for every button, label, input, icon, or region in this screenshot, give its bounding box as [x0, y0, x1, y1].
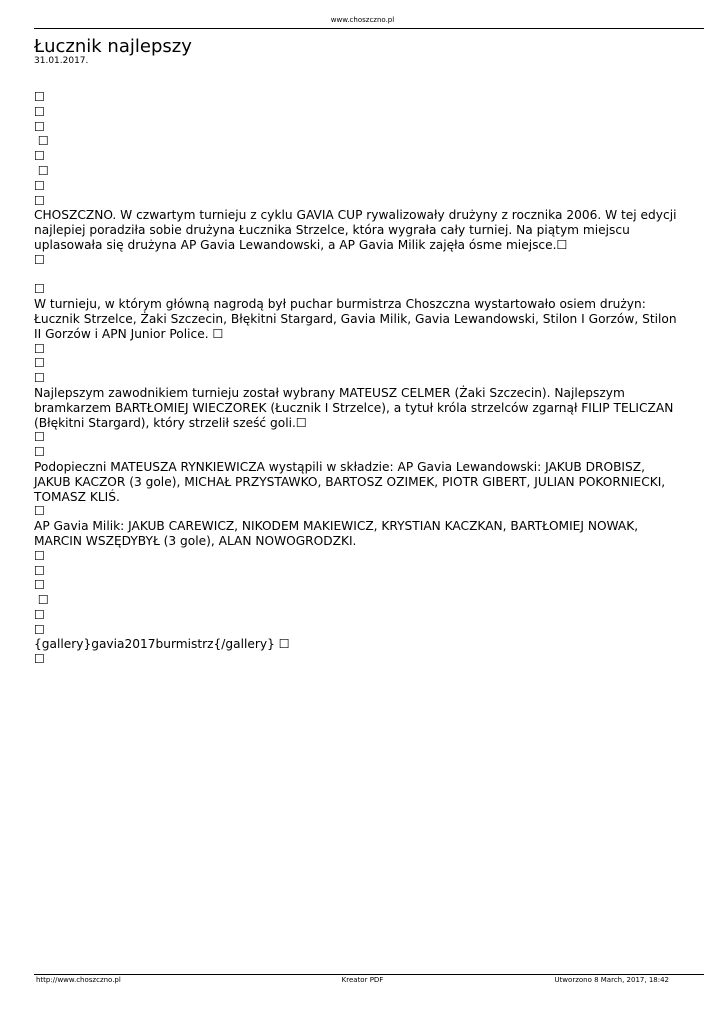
placeholder-glyph-line: ☐	[34, 119, 45, 134]
placeholder-glyph-line: ☐	[34, 548, 45, 563]
placeholder-glyph-line: ☐	[34, 593, 49, 608]
placeholder-glyph-line: ☐	[34, 134, 49, 149]
footer-rule	[34, 974, 704, 975]
placeholder-glyph-line: ☐	[34, 504, 45, 519]
placeholder-glyph-line: ☐	[34, 607, 45, 622]
placeholder-glyph-line: ☐	[34, 90, 45, 104]
placeholder-glyph-line: ☐	[34, 371, 45, 386]
placeholder-glyph-line: ☐	[34, 445, 45, 460]
article-paragraph: W turnieju, w którym główną nagrodą był puchar burmistrza Choszczna wystartowało osiem drużyn: Łucznik Strzelce, Żaki Szczecin, Błękitni Stargard, Gavia Milik, Gavia Lewandowski, Stilon I Gorzów, Stilon II Gorzów i APN Junior Police. ☐	[34, 297, 677, 341]
placeholder-glyph-line: ☐	[34, 356, 45, 371]
placeholder-glyph-line: ☐	[34, 104, 45, 119]
footer-generator: Kreator PDF	[341, 976, 384, 984]
article-title: Łucznik najlepszy	[34, 36, 192, 57]
placeholder-glyph-line: ☐	[34, 341, 45, 356]
placeholder-glyph-line: ☐	[34, 163, 49, 178]
placeholder-glyph-line: ☐	[34, 178, 45, 193]
article-paragraph: Najlepszym zawodnikiem turnieju został wybrany MATEUSZ CELMER (Żaki Szczecin). Najlepszym bramkarzem BARTŁOMIEJ WIECZOREK (Łucznik I Strzelce), a tytuł króla strzelców zgarnął FILIP TELICZAN (Błękitni Stargard), który strzelił sześć goli.☐	[34, 385, 674, 430]
article-paragraph: CHOSZCZNO. W czwartym turnieju z cyklu GAVIA CUP rywalizowały drużyny z rocznika 2006. W tej edycji najlepiej poradziła sobie drużyna Łucznika Strzelce, która wygrała cały turniej. Na piątym miejscu uplasowała się drużyna AP Gavia Lewandowski, a AP Gavia Milik zajęła ósme miejsce.☐	[34, 208, 677, 252]
header-rule	[34, 28, 704, 29]
article-paragraph: Podopieczni MATEUSZA RYNKIEWICZA wystąpili w składzie: AP Gavia Lewandowski: JAKUB DROBISZ, JAKUB KACZOR (3 gole), MICHAŁ PRZYSTAWKO, BARTOSZ OZIMEK, PIOTR GIBERT, JULIAN POKORNIECKI, TOMASZ KLIŚ.	[34, 459, 666, 504]
placeholder-glyph-line: ☐	[34, 252, 45, 267]
article-date: 31.01.2017.	[34, 56, 89, 66]
footer-url: http://www.choszczno.pl	[36, 976, 121, 984]
placeholder-glyph-line: ☐	[34, 193, 45, 208]
page-header-url: www.choszczno.pl	[330, 16, 395, 24]
placeholder-glyph-line: ☐	[34, 430, 45, 445]
placeholder-glyph-line: ☐	[34, 282, 45, 297]
article-paragraph: AP Gavia Milik: JAKUB CAREWICZ, NIKODEM MAKIEWICZ, KRYSTIAN KACZKAN, BARTŁOMIEJ NOWAK, MARCIN WSZĘDYBYŁ (3 gole), ALAN NOWOGRODZKI.	[34, 519, 639, 548]
placeholder-glyph-line: ☐	[34, 652, 45, 667]
placeholder-glyph-line: ☐	[34, 149, 45, 164]
footer-created: Utworzono 8 March, 2017, 18:42	[554, 976, 669, 984]
article-body	[34, 90, 684, 667]
placeholder-glyph-line: ☐	[34, 622, 45, 637]
placeholder-glyph-line: ☐	[34, 563, 45, 578]
placeholder-glyph-line: ☐	[34, 578, 45, 593]
blank-line	[34, 268, 684, 283]
article-paragraph: {gallery}gavia2017burmistrz{/gallery} ☐	[34, 637, 290, 652]
